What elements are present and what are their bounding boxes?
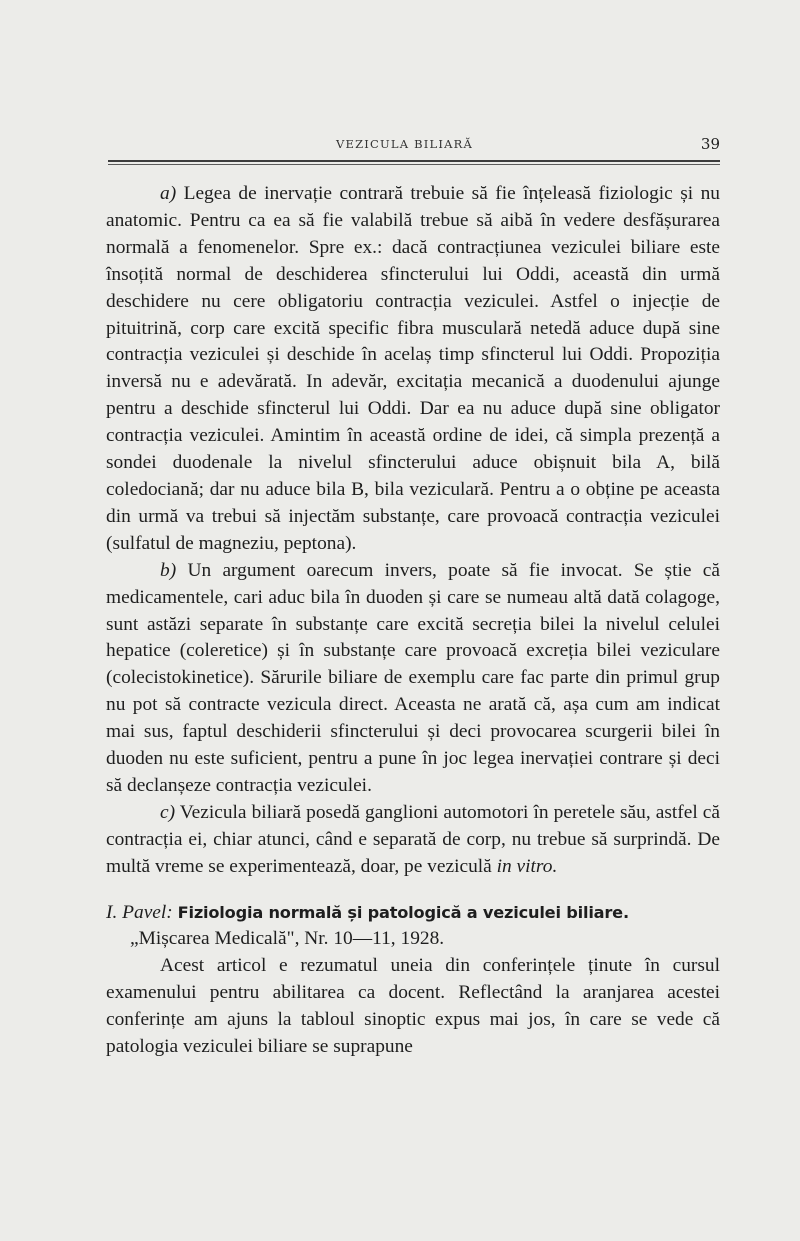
header-rule-thin	[108, 164, 720, 165]
paragraph-c-letter: c)	[160, 801, 176, 823]
paragraph-a-letter: a)	[160, 183, 177, 204]
reference-author: I. Pavel:	[106, 901, 173, 923]
paragraph-b-text: Un argument oarecum invers, poate să fie invocat. Se știe că medicamentele, cari aduc bila în duoden și care se numeau altă dată colagoge, sunt astăzi separate în substanțe care excită secreția bilei la nivelul celulei hepatice (coleretice) și în substanțe care provoacă excreția bilei veziculare (colecistokinetice). Sărurile biliare de exemplu care fac parte din primul grup nu pot să contracte vezicula direct. Aceasta ne arată că, așa cum am indicat mai sus, faptul deschiderii sfincterului și deci provocarea scurgerii bilei în duoden nu este suficient, pentru a pune în joc legea inervației contrare și deci să declanșeze contracția veziculei.	[106, 559, 720, 796]
reference-entry	[106, 900, 720, 954]
reference-title: Fiziologia normală și patologică a veziculei biliare.	[177, 902, 629, 922]
reference-summary-text: Acest articol e rezumatul uneia din conferințele ținute în cursul examenului pentru abilitarea ca docent. Reflectând la aranjarea acestei conferințe am ajuns la tabloul sinoptic expus mai jos, în care se vede că patologia veziculei biliare se suprapune	[106, 955, 720, 1058]
paragraph-a-text: Legea de inervație contrară trebuie să fie înțeleasă fiziologic și nu anatomic. Pentru ca ea să fie valabilă trebue să aibă în vedere desfășurarea normală a fenomenelor. Spre ex.: dacă contracțiunea veziculei biliare este însoțită normal de deschiderea sfincterului lui Oddi, această din urmă deschidere nu cere obligatoriu contracția veziculei. Astfel o injecție de pituitrină, corp care excită specific fibra musculară netedă aduce după sine contracția veziculei și deschide în acelaș timp sfincterul lui Oddi. Propoziția inversă nu e adevărată. In adevăr, excitația mecanică a duodenului ajunge pentru a deschide sfincterul lui Oddi. Dar ea nu aduce după sine obligator contracția veziculei. Amintim în această ordine de idei, că simpla prezență a sondei duodenale la nivelul sfincterului aduce obișnuit bila A, bilă coledociană; dar nu aduce bila B, bila veziculară. Pentru a o obține pe aceasta din urmă va trebui să injectăm substanțe, care provoacă contracția veziculei (sulfatul de magneziu, peptona).	[106, 183, 720, 554]
paragraph-b-letter: b)	[160, 559, 177, 581]
paragraph-c-text: Vezicula biliară posedă ganglioni automotori în peretele său, astfel că contracția ei, chiar atunci, când e separată de corp, nu trebue să surprindă. De multă vreme se experimentează, doar, pe veziculă	[106, 801, 721, 877]
page-header	[108, 128, 720, 158]
reference-summary	[106, 953, 720, 1061]
running-title: VEZICULA BILIARĂ	[336, 137, 473, 151]
body-text	[106, 181, 720, 1061]
page-number: 39	[700, 135, 720, 153]
reference-source: „Mișcarea Medicală", Nr. 10—11, 1928.	[130, 928, 445, 950]
paragraph-c	[106, 800, 720, 881]
paragraph-b	[106, 558, 720, 800]
paragraph-c-italic: in vitro.	[496, 855, 558, 877]
paragraph-a	[106, 181, 720, 558]
header-rule-thick	[108, 160, 720, 162]
